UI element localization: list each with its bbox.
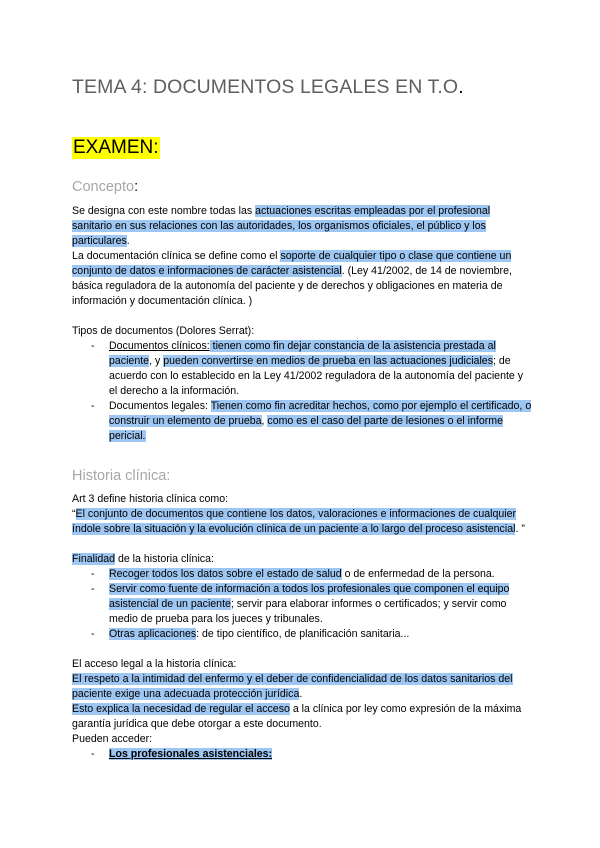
- list-item: - Recoger todos los datos sobre el estado de salud o de enfermedad de la persona.: [72, 567, 532, 582]
- section-heading-historia: Historia clínica:: [72, 468, 171, 484]
- list-item: - Servir como fuente de información a todos los profesionales que componen el equipo asistencial de un paciente; servir para elaborar informes o certificados; y servir como medio de prueba para los jueces y tribunales.: [72, 582, 532, 627]
- title-dot: .: [458, 76, 464, 98]
- acceso-intro: El acceso legal a la historia clínica:: [72, 658, 237, 670]
- concepto-paragraph-1: Se designa con este nombre todas las actuaciones escritas empleadas por el profesional sanitario en sus relaciones con las autoridades, los organismos oficiales, el público y los particulares.: [72, 205, 491, 247]
- list-item: - Otras aplicaciones: de tipo científico, de planificación sanitaria...: [72, 627, 532, 642]
- historia-body: [72, 492, 532, 762]
- tipos-list: [72, 339, 532, 444]
- title-text: TEMA 4: DOCUMENTOS LEGALES EN T.O: [72, 76, 459, 98]
- section-heading-concepto: Concepto:: [72, 179, 139, 195]
- list-item: - Los profesionales asistenciales:: [72, 747, 532, 762]
- finalidad-list: [72, 567, 532, 642]
- acceso-paragraph: El respeto a la intimidad del enfermo y el deber de confidencialidad de los datos sanitarios del paciente exige una adecuada protección jurídica. Esto explica la necesidad de regular el acceso a la clínica por ley como expresión de la máxima garantía jurídica que debe otorgar a este documento.: [72, 673, 522, 730]
- art3-line: Art 3 define historia clínica como:: [72, 493, 229, 505]
- acceso-list: [72, 747, 532, 762]
- concepto-paragraph-2: La documentación clínica se define como el soporte de cualquier tipo o clase que contiene un conjunto de datos e informaciones de carácter asistencial. (Ley 41/2002, de 14 de noviembre, básica reguladora de la autonomía del paciente y de derechos y obligaciones en materia de información y documentación clínica. ): [72, 250, 512, 307]
- pueden-acceder: Pueden acceder:: [72, 733, 153, 745]
- finalidad-heading: Finalidad de la historia clínica:: [72, 553, 214, 565]
- page-title: [72, 76, 464, 99]
- tipos-intro: Tipos de documentos (Dolores Serrat):: [72, 325, 255, 337]
- definition-quote: “El conjunto de documentos que contiene los datos, valoraciones e informaciones de cualquier índole sobre la situación y la evolución clínica de un paciente a lo largo del proceso asistencial. ”: [72, 508, 525, 535]
- list-item: - Documentos legales: Tienen como fin acreditar hechos, como por ejemplo el certificado, o construir un elemento de prueba, como es el caso del parte de lesiones o el informe pericial.: [72, 399, 532, 444]
- exam-label: EXAMEN:: [73, 137, 159, 158]
- list-item: - Documentos clínicos: tienen como fin dejar constancia de la asistencia prestada al paciente, y pueden convertirse en medios de prueba en las actuaciones judiciales; de acuerdo con lo establecido en la Ley 41/2002 reguladora de la autonomía del paciente y el derecho a la información.: [72, 339, 532, 399]
- concepto-body: [72, 204, 532, 444]
